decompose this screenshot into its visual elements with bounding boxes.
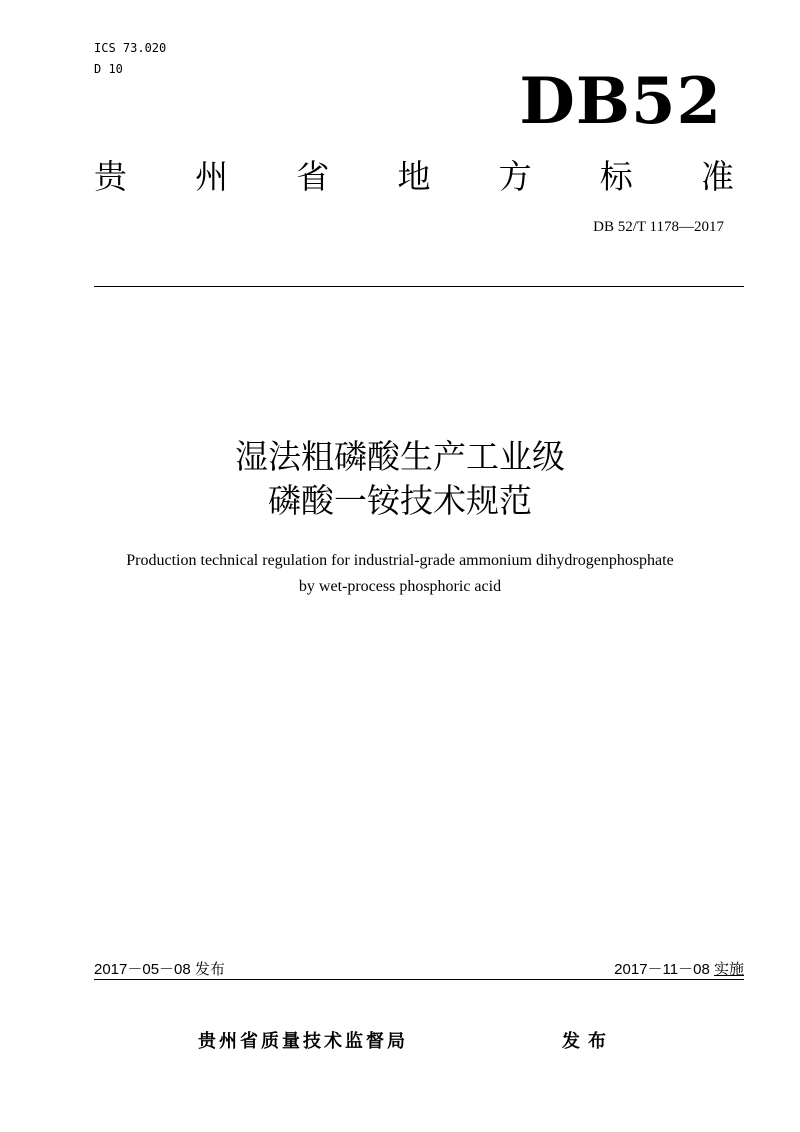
document-title-cn-line1: 湿法粗磷酸生产工业级 <box>235 437 565 476</box>
standard-type-char: 标 <box>599 157 633 196</box>
classification-code: D 10 <box>94 62 123 76</box>
ics-code: ICS 73.020 <box>94 41 167 55</box>
standard-type-char: 州 <box>195 157 229 196</box>
implement-date: 2017－11－08 <box>614 961 710 978</box>
publish-label: 发布 <box>562 1031 614 1052</box>
implement-date-block <box>614 960 744 980</box>
standard-type-char: 贵 <box>94 157 127 196</box>
document-title-en-line1: Production technical regulation for industrial-grade ammonium dihydrogenphosphate <box>126 552 674 569</box>
implement-label: 实施 <box>713 961 744 978</box>
issuing-authority: 贵州省质量技术监督局 <box>198 1031 408 1052</box>
standard-type-char: 准 <box>700 157 734 196</box>
issue-date: 2017－05－08 发布 <box>94 961 225 978</box>
standard-type-char: 地 <box>397 157 431 196</box>
document-title-en-line2: by wet-process phosphoric acid <box>298 578 502 595</box>
standard-type-title <box>94 155 734 199</box>
db-logo: DB52 <box>519 64 722 139</box>
header-divider <box>94 286 744 287</box>
standard-number: DB 52/T 1178—2017 <box>593 219 724 235</box>
document-title-cn-line2: 磷酸一铵技术规范 <box>268 481 532 520</box>
footer-divider <box>94 979 744 980</box>
standard-type-char: 省 <box>296 157 330 196</box>
standard-type-char: 方 <box>498 157 532 196</box>
